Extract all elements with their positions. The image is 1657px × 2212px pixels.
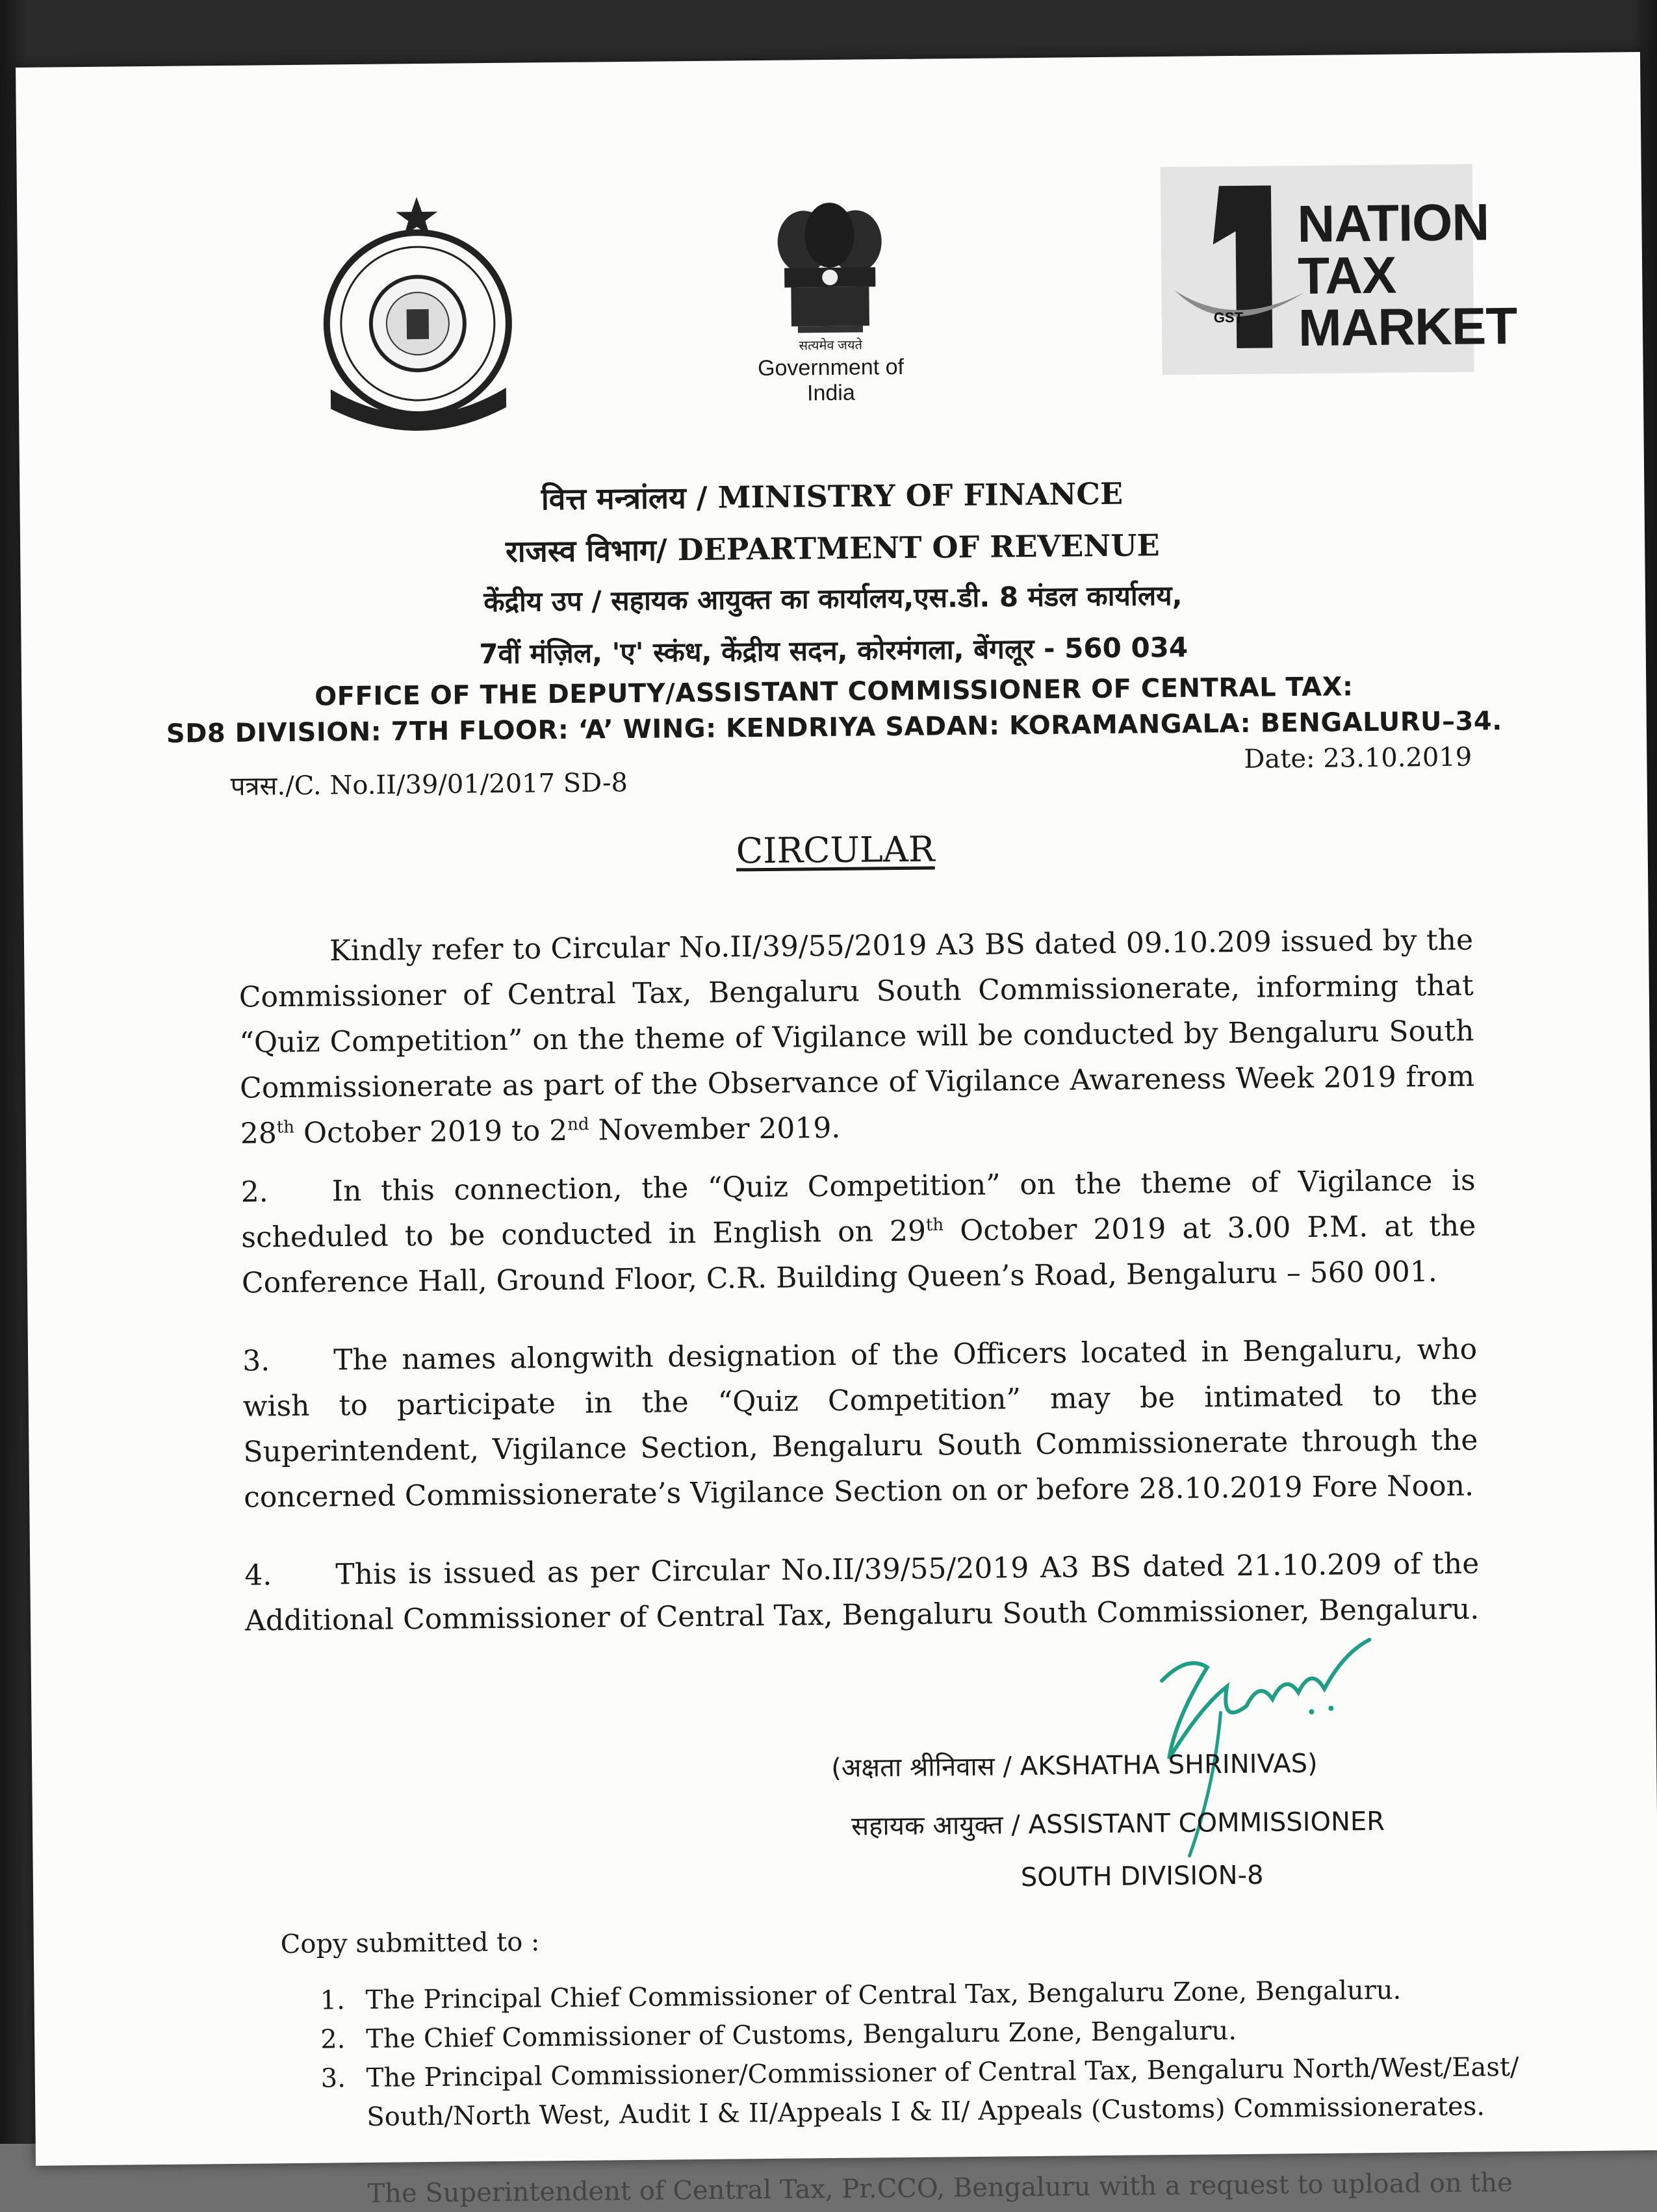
department-heading: राजस्व विभाग/ DEPARTMENT OF REVENUE [505, 528, 1160, 569]
cut-off-line: The Superintendent of Central Tax, Pr.CCO, Bengaluru with a request to upload on the [367, 2168, 1513, 2209]
p3-number: 3. [242, 1344, 270, 1378]
paragraph-2 [240, 1158, 1476, 1306]
gst-logo-line3: MARKET [1298, 296, 1517, 357]
signatory-name: (अक्षता श्रीनिवास / AKSHATHA SHRINIVAS) [831, 1748, 1318, 1784]
p3-text: The names alongwith designation of the Officers located in Bengaluru, who wish to participate in the “Quiz Competition” may be intimated to the Superintendent, Vigilance Section, Bengaluru South Commissionerate through the concerned Commissionerate’s Vigilance Section on or before 28.10.2019 Fore Noon. [242, 1332, 1478, 1514]
list-item [321, 2048, 1543, 2137]
gst-one-mark-icon [1174, 179, 1312, 355]
copy-recipient-list [320, 1970, 1543, 2137]
gst-logo-line2: TAX [1297, 246, 1396, 305]
p1-sup-2: nd [567, 1114, 589, 1135]
paragraph-3 [242, 1327, 1479, 1521]
p2-number: 2. [240, 1175, 268, 1209]
signatory-designation: सहायक आयुक्त / ASSISTANT COMMISSIONER [851, 1806, 1385, 1842]
p1-text-a: Kindly refer to Circular No.II/39/55/2019 A3 BS dated 09.10.209 issued by the Commissioner of Central Tax, Bengaluru South Commissionerate, informing that “Quiz Competition” on the theme of Vigilance will be conducted by Bengaluru South Commissionerate as part of the Observance of Vigilance Awareness Week 2019 from 28 [238, 923, 1475, 1150]
paragraph-1 [238, 918, 1475, 1157]
reference-number: पत्रस./C. No.II/39/01/2017 SD-8 [230, 768, 628, 802]
p1-sup-1: th [276, 1117, 295, 1138]
one-nation-tax-logo [1161, 164, 1517, 375]
list-item-number: 3. [320, 2063, 346, 2094]
p2-sup: th [925, 1215, 944, 1235]
ministry-heading: वित्त मन्त्रांलय / MINISTRY OF FINANCE [541, 476, 1124, 517]
circular-date: Date: 23.10.2019 [1244, 742, 1472, 774]
gst-badge: GST [1213, 309, 1244, 326]
office-english-line1: OFFICE OF THE DEPUTY/ASSISTANT COMMISSIONER OF CENTRAL TAX: [314, 672, 1354, 712]
p2-text-a: In this connection, the “Quiz Competition” on the theme of Vigilance is scheduled to be conducted in English on 29 [241, 1163, 1476, 1254]
list-item-number: 2. [320, 2024, 346, 2055]
p1-text-c: November 2019. [589, 1111, 841, 1147]
emblem-motto: सत्यमेव जयते [799, 338, 863, 353]
list-item-number: 1. [320, 1985, 346, 2016]
p1-text-b: October 2019 to 2 [294, 1113, 568, 1150]
signatory-division: SOUTH DIVISION-8 [1020, 1860, 1264, 1893]
emblem-caption: Government of India [757, 354, 905, 406]
office-hindi-line2: 7वीं मंज़िल, 'ए' स्कंध, केंद्रीय सदन, कोरमंगला, बेंगलूर - 560 034 [479, 631, 1188, 670]
list-item-text: The Principal Commissioner/Commissioner of Central Tax, Bengaluru North/West/East/ South/North West, Audit I & II/Appeals I & II/ Appeals (Customs) Commissionerates. [366, 2052, 1519, 2132]
gst-logo-line1: NATION [1297, 193, 1489, 253]
cbic-seal-logo [309, 193, 526, 442]
p2-text-b: October 2019 at 3.00 P.M. at the Conference Hall, Ground Floor, C.R. Building Queen’s Road, Bengaluru – 560 001. [241, 1209, 1476, 1300]
p4-text: This is issued as per Circular No.II/39/55/2019 A3 BS dated 21.10.209 of the Additional Commissioner of Central Tax, Bengaluru South Commissioner, Bengaluru. [244, 1547, 1480, 1638]
office-english-line2: SD8 DIVISION: 7TH FLOOR: ‘A’ WING: KENDRIYA SADAN: KORAMANGALA: BENGALURU–34. [166, 706, 1503, 749]
document-title: CIRCULAR [736, 828, 935, 872]
list-item-text: The Principal Chief Commissioner of Central Tax, Bengaluru Zone, Bengaluru. [365, 1975, 1402, 2015]
copy-heading: Copy submitted to : [280, 1927, 540, 1960]
p4-number: 4. [244, 1558, 272, 1592]
document-page [16, 52, 1657, 2209]
list-item-text: The Chief Commissioner of Customs, Bengaluru Zone, Bengaluru. [365, 2016, 1237, 2054]
office-hindi-line1: केंद्रीय उप / सहायक आयुक्त का कार्यालय,एस.डी. 8 मंडल कार्यालय, [483, 579, 1183, 618]
